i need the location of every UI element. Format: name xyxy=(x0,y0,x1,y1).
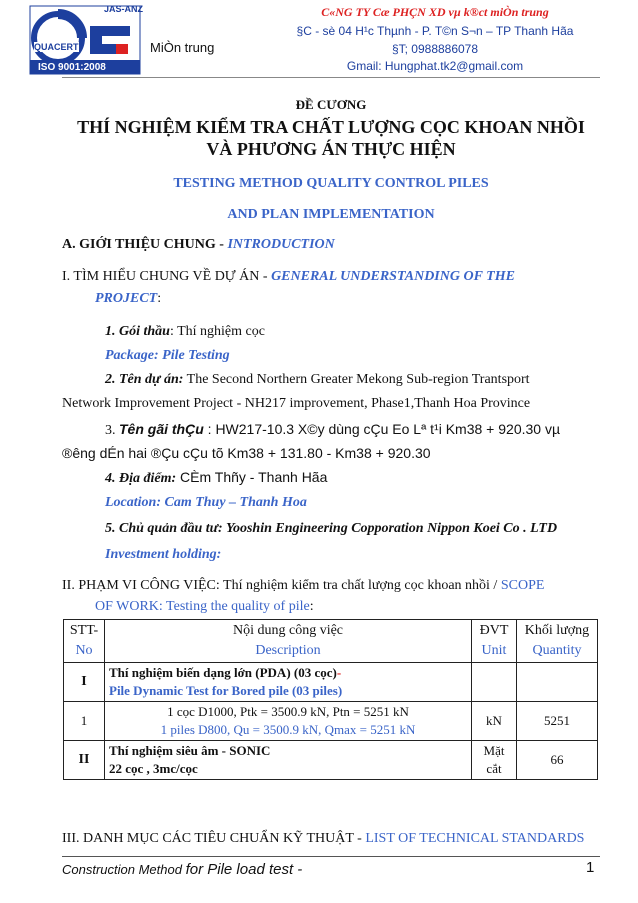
section-a-heading xyxy=(62,236,335,254)
item-4 xyxy=(105,468,327,488)
item-2-text: The Second Northern Greater Mekong Sub-region Trantsport xyxy=(183,372,530,387)
company-phone: §T; 0988886078 xyxy=(391,42,479,56)
cell-unit: Mặt cắt xyxy=(472,741,517,780)
doc-subtitle-line2: AND PLAN IMPLEMENTATION xyxy=(227,207,435,222)
item-2-label: 2. Tên dự án: xyxy=(105,372,184,387)
item-3-label: Tên gãi thÇu xyxy=(119,421,204,437)
item-3-text: : HW217-10.3 X©y dùng cÇu Eo Lª t¹i Km38 + 920.30 vµ xyxy=(203,421,561,437)
item-3: 3. Tên gãi thÇu : HW217-10.3 X©y dùng cÇu Eo Lª t¹i Km38 + 920.30 vµ xyxy=(105,421,561,438)
th-stt: STT- No xyxy=(64,620,105,663)
section-ii-heading-cont xyxy=(95,598,314,616)
logo-badge-text: JAS-ANZ xyxy=(104,4,144,14)
item-3-num: 3 xyxy=(105,423,112,438)
table-header-row xyxy=(64,620,598,663)
section-ii-heading xyxy=(62,577,544,595)
item-5: 5. Chủ quản đầu tư: Yooshin Engineering Copporation Nippon Koei Co . LTD xyxy=(105,521,558,536)
footer-title xyxy=(62,861,302,878)
section-a-en: INTRODUCTION xyxy=(227,237,335,252)
cell-qty: 5251 xyxy=(517,702,598,741)
item-4-text: CÈm Thñy - Thanh Hãa xyxy=(176,469,328,485)
footer-title-a: Construction Method xyxy=(62,862,186,877)
cell-qty xyxy=(517,663,598,702)
company-email: Gmail: Hungphat.tk2@gmail.com xyxy=(346,59,524,73)
logo-region-text: MiÒn trung xyxy=(150,40,215,55)
section-i-colon: : xyxy=(157,291,162,306)
cell-unit: kN xyxy=(472,702,517,741)
cell-no: 1 xyxy=(64,702,105,741)
doc-subtitle-line1: TESTING METHOD QUALITY CONTROL PILES xyxy=(173,176,489,191)
item-1-label: 1. Gói thầu xyxy=(105,324,170,339)
table-row xyxy=(64,741,598,780)
scope-table xyxy=(63,619,598,780)
footer-title-b: for Pile load test - xyxy=(185,861,303,878)
cell-unit xyxy=(472,663,517,702)
doc-title-line2: VÀ PHƯƠNG ÁN THỰC HIỆN xyxy=(206,139,456,159)
cell-qty: 66 xyxy=(517,741,598,780)
item-2 xyxy=(105,371,530,389)
company-address: §C - sè 04 H¹c Thµnh - P. T©n S¬n – TP Thanh Hãa xyxy=(296,24,574,38)
section-iii-en: LIST OF TECHNICAL STANDARDS xyxy=(365,831,585,846)
section-ii-vi: II. PHẠM VI CÔNG VIỆC: Thí nghiệm kiểm tra chất lượng cọc khoan nhồi / xyxy=(62,578,501,593)
company-name: C«NG TY Cæ PHÇN XD vµ k®ct miÒn trung xyxy=(321,5,549,19)
header-divider xyxy=(62,77,600,78)
item-5-en: Investment holding: xyxy=(105,547,222,562)
section-i-en: GENERAL UNDERSTANDING OF THE xyxy=(271,269,515,284)
footer-divider xyxy=(62,856,600,857)
cell-desc: Thí nghiệm biến dạng lớn (PDA) (03 cọc)- Pile Dynamic Test for Bored pile (03 piles) xyxy=(105,663,472,702)
logo-iso-text: ISO 9001:2008 xyxy=(38,62,106,73)
th-qty: Khối lượng Quantity xyxy=(517,620,598,663)
section-i-vi: I. TÌM HIỂU CHUNG VỀ DỰ ÁN - xyxy=(62,269,272,284)
doc-title-line1: THÍ NGHIỆM KIỂM TRA CHẤT LƯỢNG CỌC KHOAN NHỒI xyxy=(77,117,585,137)
item-2-cont: Network Improvement Project - NH217 improvement, Phase1,Thanh Hoa Province xyxy=(62,396,531,411)
item-4-label: 4. Địa điểm: xyxy=(105,471,177,486)
item-1-en: Package: Pile Testing xyxy=(105,348,230,363)
section-ii-colon: : xyxy=(309,599,314,614)
section-iii-vi: III. DANH MỤC CÁC TIÊU CHUẨN KỸ THUẬT - xyxy=(62,831,366,846)
page-number: 1 xyxy=(586,859,595,876)
item-4-en: Location: Cam Thuy – Thanh Hoa xyxy=(105,495,307,510)
section-ii-en-cont: OF WORK: Testing the quality of pile xyxy=(95,599,310,614)
table-row xyxy=(64,702,598,741)
th-content: Nội dung công việc Description xyxy=(105,620,472,663)
section-i-en-cont: PROJECT xyxy=(95,291,158,306)
section-i-heading-cont xyxy=(95,290,161,308)
item-1-text: : Thí nghiệm cọc xyxy=(169,324,265,339)
section-a-vi: A. GIỚI THIỆU CHUNG - xyxy=(62,237,228,252)
item-1 xyxy=(105,323,265,341)
section-ii-en: SCOPE xyxy=(500,578,545,593)
item-3-cont: ®êng dÉn hai ®Çu cÇu tõ Km38 + 131.80 - Km38 + 920.30 xyxy=(62,445,431,461)
cell-desc: 1 cọc D1000, Ptk = 3500.9 kN, Ptn = 5251 kN 1 piles D800, Qu = 3500.9 kN, Qmax = 5251 kN xyxy=(105,702,472,741)
logo-brand-text: QUACERT xyxy=(34,42,79,52)
cell-desc: Thí nghiệm siêu âm - SONIC 22 cọc , 3mc/cọc xyxy=(105,741,472,780)
section-i-heading xyxy=(62,268,515,286)
cell-no: II xyxy=(64,741,105,780)
table-row xyxy=(64,663,598,702)
doc-label: ĐỀ CƯƠNG xyxy=(295,97,367,112)
cell-no: I xyxy=(64,663,105,702)
section-iii-heading xyxy=(62,830,584,848)
th-unit: ĐVT Unit xyxy=(472,620,517,663)
